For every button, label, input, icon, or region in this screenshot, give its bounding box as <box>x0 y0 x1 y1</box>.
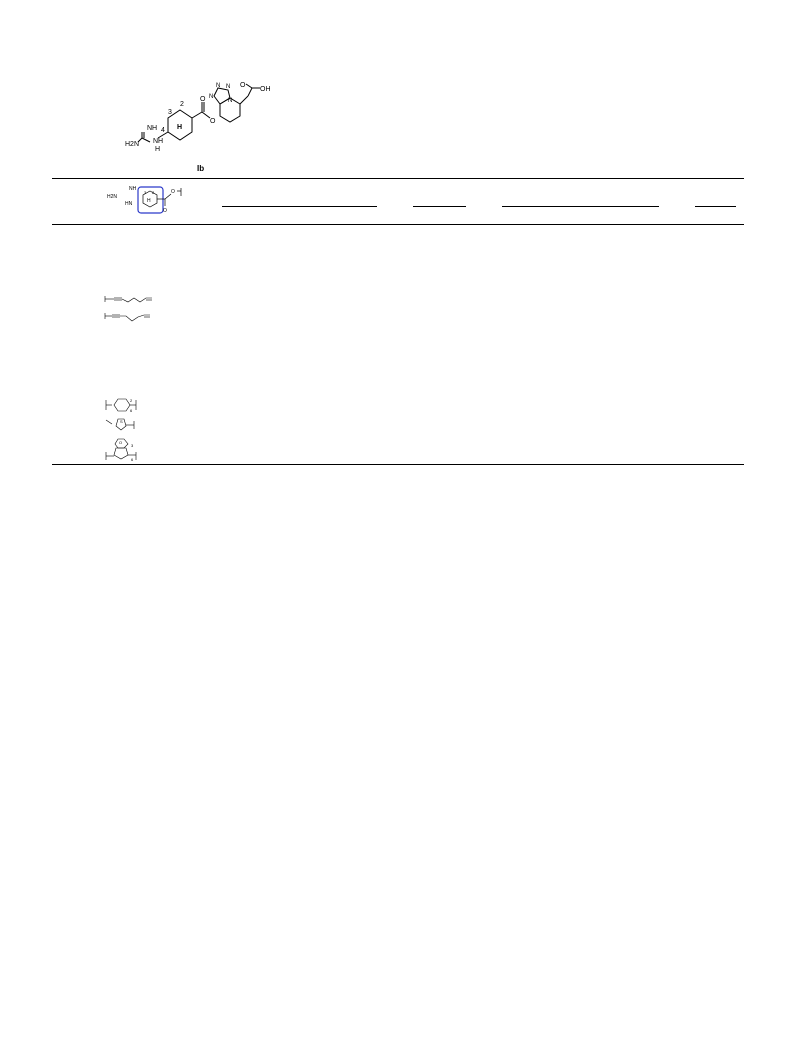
svg-text:S: S <box>120 419 123 424</box>
oh-label: OH <box>260 86 271 93</box>
linker-fragment-1 <box>104 294 156 306</box>
header-structure-fragment <box>105 182 185 218</box>
nh-amine-h-label: H <box>155 146 161 153</box>
compound-ib-structure <box>120 80 290 160</box>
header-spanner-2 <box>413 206 466 207</box>
o-label-carbonyl-ester: O <box>200 96 206 103</box>
table-bottom-rule <box>52 464 744 465</box>
header-spanner-4 <box>695 206 736 207</box>
svg-text:NH: NH <box>129 186 137 192</box>
svg-text:6: 6 <box>131 457 134 462</box>
svg-text:H: H <box>147 198 151 204</box>
o-label-ester: O <box>210 118 216 125</box>
pyrimidine-fragment <box>104 396 144 414</box>
nh-amine-label: NH <box>153 138 164 145</box>
o-label-carbonyl-acid: O <box>240 82 246 89</box>
svg-text:O: O <box>119 440 123 445</box>
table-top-rule <box>52 178 744 179</box>
pos-label-2: 2 <box>180 101 184 108</box>
table-header-rule <box>52 224 744 225</box>
compound-label: Ib <box>197 164 205 173</box>
svg-text:H2N: H2N <box>107 194 118 200</box>
header-spanner-3 <box>502 206 659 207</box>
h2n-label: H2N <box>125 141 140 148</box>
n-label-4: N <box>228 98 233 104</box>
linker-fragment-2 <box>104 311 156 325</box>
pos-label-3: 3 <box>168 109 172 116</box>
svg-text:3: 3 <box>144 190 147 195</box>
nh-imine-label: NH <box>147 125 158 132</box>
svg-text:O: O <box>171 189 175 195</box>
header-spanner-1 <box>222 206 377 207</box>
svg-text:HN: HN <box>125 201 133 207</box>
n-label-3: N <box>209 94 214 100</box>
n-label-2: N <box>226 84 231 90</box>
svg-text:3: 3 <box>131 443 134 448</box>
n-label-1: N <box>216 83 221 89</box>
h-label: H <box>177 124 183 131</box>
svg-text:2: 2 <box>152 190 155 195</box>
pos-label-4: 4 <box>161 127 165 134</box>
benzofuran-fragment <box>104 436 144 462</box>
thiophene-fragment <box>104 416 144 434</box>
svg-text:O: O <box>163 208 167 214</box>
svg-text:2: 2 <box>130 398 133 403</box>
svg-text:6: 6 <box>130 408 133 413</box>
